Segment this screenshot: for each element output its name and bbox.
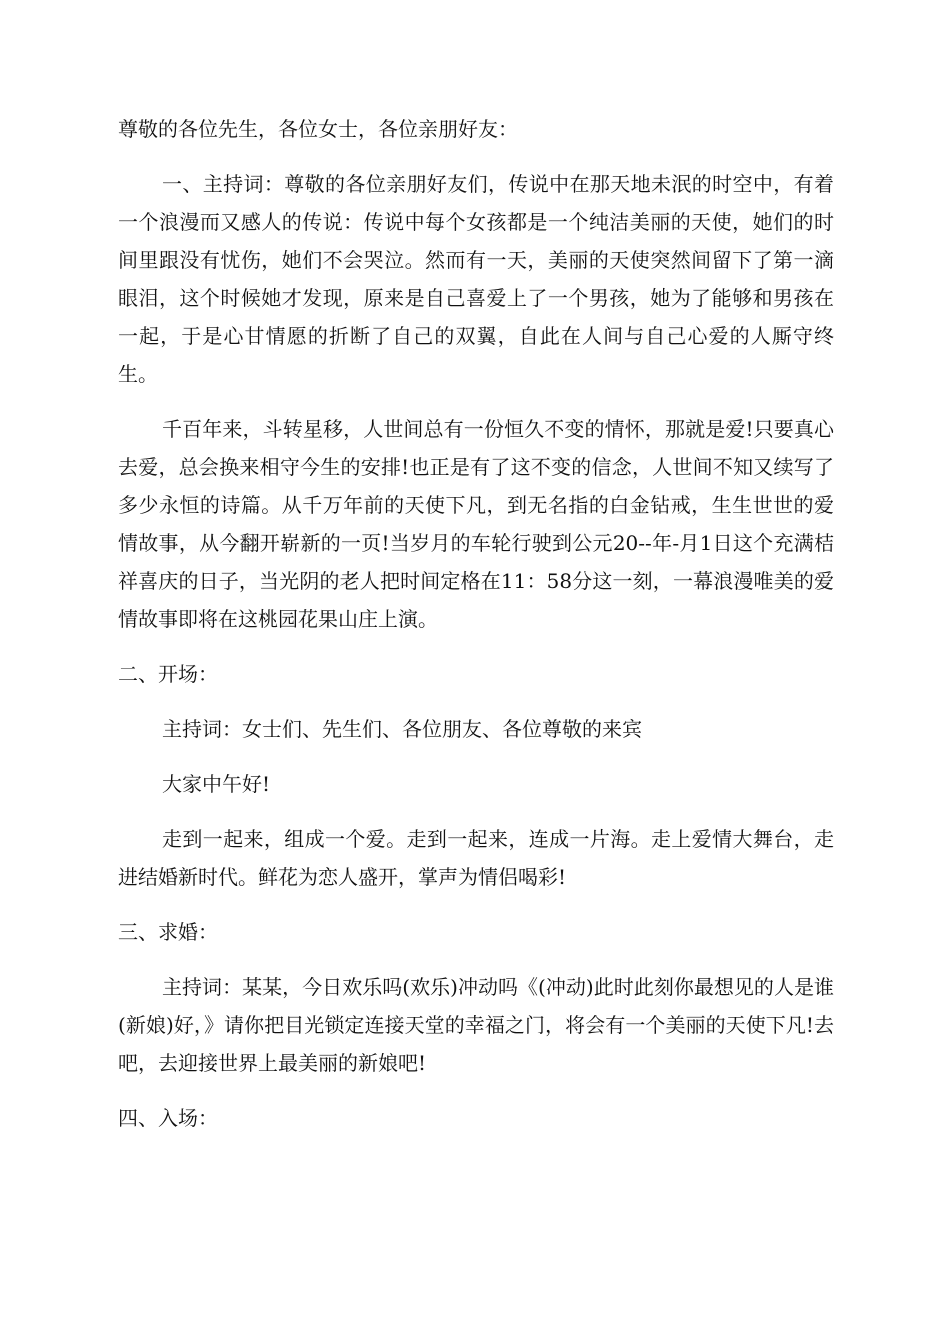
section-heading-opening: 二、开场： [118,662,218,686]
section-heading-entrance: 四、入场： [118,1106,218,1130]
paragraph-good-noon: 大家中午好! [162,772,271,796]
document-body [118,110,834,1154]
paragraph-together: 走到一起来，组成一个爱。走到一起来，连成一片海。走上爱情大舞台，走进结婚新时代。鲜花为恋人盛开，掌声为情侣喝彩! [118,827,834,889]
paragraph-host-opening-legend: 一、主持词：尊敬的各位亲朋好友们，传说中在那天地未泯的时空中，有着一个浪漫而又感人的传说：传说中每个女孩都是一个纯洁美丽的天使，她们的时间里跟没有忧伤，她们不会哭泣。然而有一天，美丽的天使突然间留下了第一滴眼泪，这个时候她才发现，原来是自己喜爱上了一个男孩，她为了能够和男孩在一起，于是心甘情愿的折断了自己的双翼，自此在人间与自己心爱的人厮守终生。 [118,172,834,386]
section-heading-proposal: 三、求婚： [118,920,218,944]
paragraph-host-greeting: 主持词：女士们、先生们、各位朋友、各位尊敬的来宾 [162,717,642,741]
paragraph-proposal-host: 主持词：某某，今日欢乐吗(欢乐)冲动吗《(冲动)此时此刻你最想见的人是谁(新娘)好，》请你把目光锁定连接天堂的幸福之门，将会有一个美丽的天使下凡!去吧，去迎接世界上最美丽的新娘吧! [118,975,834,1075]
paragraph-love-story: 千百年来，斗转星移，人世间总有一份恒久不变的情怀，那就是爱!只要真心去爱，总会换来相守今生的安排!也正是有了这不变的信念，人世间不知又续写了多少永恒的诗篇。从千万年前的天使下凡，到无名指的白金钻戒，生生世世的爱情故事，从今翻开崭新的一页!当岁月的车轮行驶到公元20--年-月1日这个充满桔祥喜庆的日子，当光阴的老人把时间定格在11：58分这一刻，一幕浪漫唯美的爱情故事即将在这桃园花果山庄上演。 [118,417,834,631]
salutation: 尊敬的各位先生，各位女士，各位亲朋好友： [118,117,518,141]
